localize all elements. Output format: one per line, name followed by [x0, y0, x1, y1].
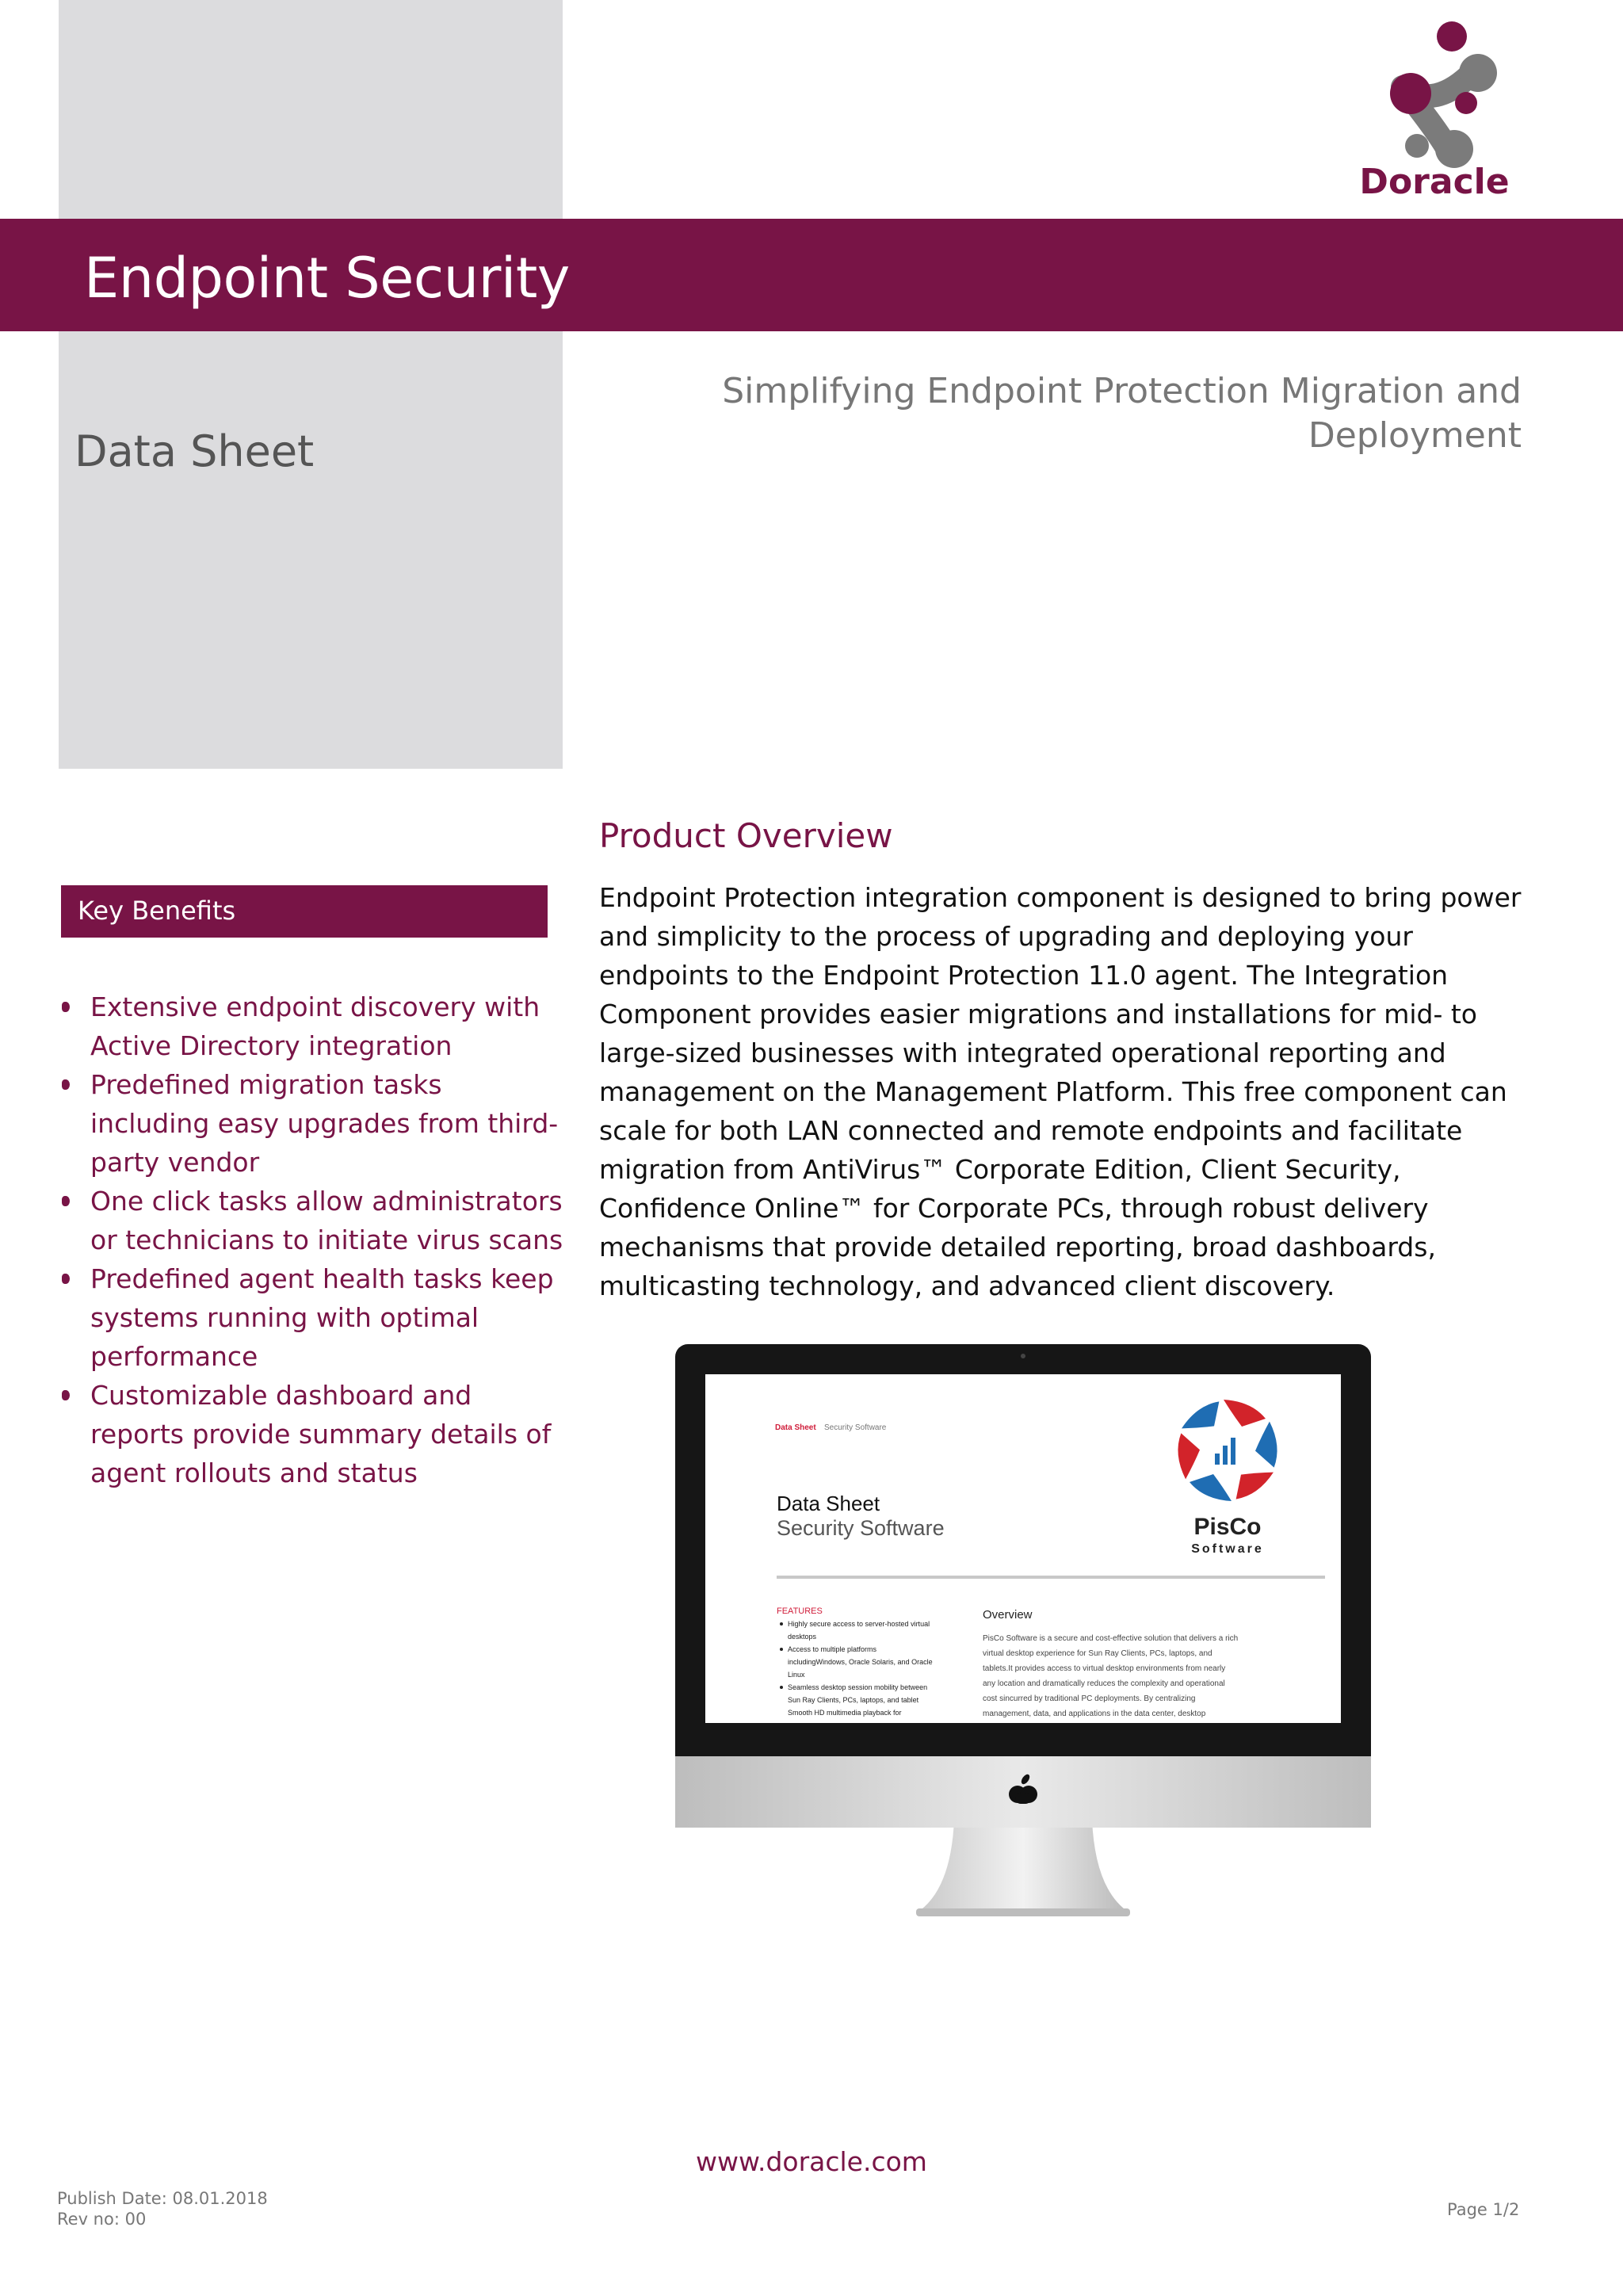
- benefit-text: Predefined migration tasks including easy upgrades from third-party vendor: [90, 1069, 559, 1178]
- screen-overview-line: tablets.It provides access to virtual desktop environments from nearly: [983, 1664, 1226, 1673]
- screen-features-heading: FEATURES: [777, 1606, 823, 1616]
- page-number: Page 1/2: [1447, 2200, 1520, 2219]
- header-gray-column: [59, 0, 563, 769]
- brand-name: Doracle: [1359, 162, 1510, 202]
- doc-type-label: Data Sheet: [74, 426, 315, 476]
- screen-tag-label: Data Sheet: [775, 1423, 816, 1432]
- screen-overview-line: virtual desktop experience for Sun Ray Clients, PCs, laptops, and: [983, 1649, 1212, 1658]
- list-item: [59, 1182, 566, 1259]
- publish-date: Publish Date: 08.01.2018: [57, 2189, 268, 2208]
- screen-feature-line: Access to multiple platforms: [788, 1645, 877, 1653]
- benefit-text: Extensive endpoint discovery with Active Directory integration: [90, 991, 540, 1061]
- screen-feature-line: Smooth HD multimedia playback for: [788, 1709, 902, 1717]
- imac-icon: [675, 1344, 1371, 1923]
- list-item: [59, 1376, 566, 1492]
- screen-feature-line: Linux: [788, 1671, 805, 1679]
- revision-number: Rev no: 00: [57, 2210, 147, 2229]
- bullet-icon: [62, 1390, 70, 1400]
- screen-tag-sub: Security Software: [824, 1423, 887, 1432]
- screen-overview-line: management, data, and applications in the data center, desktop: [983, 1710, 1206, 1718]
- key-benefits-heading: Key Benefits: [78, 896, 236, 926]
- list-item: [59, 1259, 566, 1376]
- bullet-icon: [62, 1274, 70, 1284]
- bullet-icon: [62, 1079, 70, 1090]
- screen-overview-heading: Overview: [983, 1608, 1033, 1622]
- benefit-text: Predefined agent health tasks keep systems running with optimal performance: [90, 1263, 554, 1372]
- screen-overview-line: any location and dramatically reduces the complexity and operational: [983, 1679, 1225, 1688]
- key-benefits-list: [59, 988, 566, 1492]
- screen-feature-line: Highly secure access to server-hosted virtual: [788, 1620, 930, 1628]
- screen-title: Data Sheet: [777, 1492, 880, 1515]
- pisco-sub: Software: [1191, 1542, 1264, 1556]
- list-item: [59, 988, 566, 1065]
- pisco-name: PisCo: [1193, 1514, 1262, 1540]
- page-title: Endpoint Security: [84, 246, 570, 311]
- screen-feature-line: includingWindows, Oracle Solaris, and Oracle: [788, 1658, 933, 1666]
- screen-overview-line: cost sincurred by traditional PC deployments. By centralizing: [983, 1694, 1196, 1703]
- page-subtitle: Simplifying Endpoint Protection Migration and Deployment: [722, 371, 1522, 456]
- screen-feature-line: Sun Ray Clients, PCs, laptops, and tablet: [788, 1696, 919, 1704]
- bullet-icon: [62, 1002, 70, 1012]
- overview-body: Endpoint Protection integration component is designed to bring power and simplicity to the process of upgrading and deploying your endpoints to the Endpoint Protection 11.0 agent. The Integration Component provides easier migrations and installations for mid- to large-sized businesses with integrated operational reporting and management on the Management Platform. This free component can scale for both LAN connected and remote endpoints and facilitate migration from AntiVirus™ Corporate Edition, Client Security, Confidence Online™ for Corporate PCs, through robust delivery mechanisms that provide detailed reporting, broad dashboards, multicasting technology, and advanced client discovery.: [599, 882, 1522, 1301]
- list-item: [59, 1065, 566, 1182]
- overview-heading: Product Overview: [599, 816, 893, 855]
- benefit-text: Customizable dashboard and reports provide summary details of agent rollouts and status: [90, 1380, 552, 1488]
- screen-feature-line: desktops: [788, 1633, 817, 1641]
- bullet-icon: [62, 1196, 70, 1206]
- benefit-text: One click tasks allow administrators or technicians to initiate virus scans: [90, 1186, 563, 1255]
- screen-feature-line: Seamless desktop session mobility between: [788, 1683, 928, 1691]
- screen-overview-line: PisCo Software is a secure and cost-effective solution that delivers a rich: [983, 1634, 1239, 1643]
- screen-subtitle: Security Software: [777, 1516, 945, 1540]
- footer-url-link[interactable]: www.doracle.com: [696, 2146, 927, 2177]
